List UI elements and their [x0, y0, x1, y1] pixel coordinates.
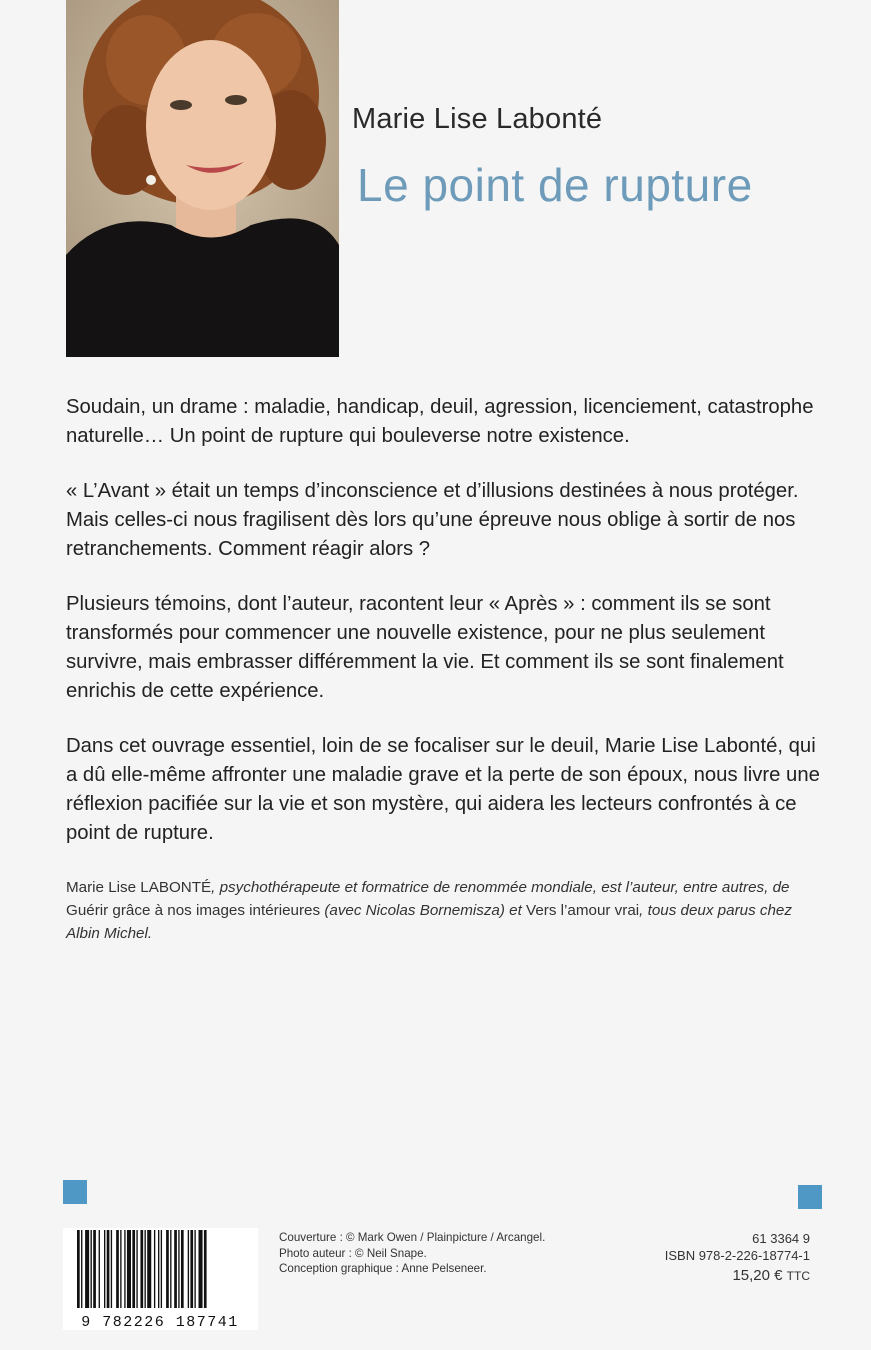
barcode-bar — [127, 1230, 131, 1308]
price-value: 15,20 € — [732, 1267, 783, 1284]
author-photo — [66, 0, 339, 357]
decorative-square-left — [63, 1180, 87, 1204]
barcode-bar — [170, 1230, 171, 1308]
bio-text-1: , psychothérapeute et formatrice de renommée mondiale, est l’auteur, entre autres, de — [211, 879, 790, 896]
barcode-digits: 9 782226 187741 — [81, 1314, 239, 1330]
barcode-bar — [140, 1230, 143, 1308]
credits — [279, 1230, 545, 1277]
blurb-paragraph-1: Soudain, un drame : maladie, handicap, deuil, agression, licenciement, catastrophe naturelle… Un point de rupture qui bouleverse notre existence. — [66, 396, 814, 447]
barcode-bar — [181, 1230, 184, 1308]
barcode-bar — [166, 1230, 169, 1308]
barcode-bar — [99, 1230, 100, 1308]
bio-book-1: Guérir grâce à nos images intérieures — [66, 902, 321, 919]
barcode-bar — [188, 1230, 189, 1308]
barcode-bar — [91, 1230, 92, 1308]
barcode-bar — [136, 1230, 137, 1308]
credit-cover: Couverture : © Mark Owen / Plainpicture / Arcangel. — [279, 1231, 546, 1244]
book-title: Le point de rupture — [357, 159, 753, 211]
bio-text-2: (avec Nicolas Bornemisza) et — [320, 902, 527, 919]
bio-book-2: Vers l’amour vrai — [526, 902, 640, 919]
barcode-bar — [124, 1230, 125, 1308]
barcode-bar — [147, 1230, 151, 1308]
barcode-bar — [107, 1230, 110, 1308]
barcode-bar — [145, 1230, 146, 1308]
barcode-bar — [158, 1230, 159, 1308]
author-bio — [66, 876, 826, 945]
barcode-bar — [199, 1230, 203, 1308]
barcode-bar — [85, 1230, 89, 1308]
barcode-bar — [154, 1230, 155, 1308]
barcode-bar — [161, 1230, 162, 1308]
barcode-bar — [116, 1230, 119, 1308]
reference-number: 61 3364 9 — [752, 1231, 810, 1246]
barcode-bar — [174, 1230, 177, 1308]
bio-text-3: , tous deux parus chez Albin Michel. — [66, 902, 792, 942]
author-name: Marie Lise Labonté — [352, 103, 603, 135]
blurb — [66, 393, 826, 874]
isbn: ISBN 978-2-226-18774-1 — [664, 1248, 810, 1263]
bio-author-name: Marie Lise LABONTÉ — [66, 879, 212, 896]
barcode — [63, 1228, 258, 1330]
credit-design: Conception graphique : Anne Pelseneer. — [279, 1262, 487, 1275]
barcode-bar — [104, 1230, 105, 1308]
blurb-paragraph-4: Dans cet ouvrage essentiel, loin de se focaliser sur le deuil, Marie Lise Labonté, qui a dû elle-même affronter une maladie grave et la perte de son époux, nous livre une réflexion pacifiée sur la vie et son mystère, qui aidera les lecteurs confrontés à ce point de rupture. — [66, 735, 820, 844]
price — [640, 1267, 810, 1285]
barcode-bar — [77, 1230, 80, 1308]
barcode-bar — [178, 1230, 179, 1308]
decorative-square-right — [798, 1185, 822, 1209]
barcode-bar — [81, 1230, 82, 1308]
blurb-paragraph-3: Plusieurs témoins, dont l’auteur, racontent leur « Après » : comment ils se sont transformés pour commencer une nouvelle existence, pour ne plus seulement survivre, mais embrasser différemment la vie. Et comment ils se sont finalement enrichis de cette expérience. — [66, 593, 784, 702]
barcode-bar — [194, 1230, 195, 1308]
blurb-paragraph-2: « L’Avant » était un temps d’inconscience et d’illusions destinées à nous protéger. Mais celles-ci nous fragilisent dès lors qu’une épreuve nous oblige à sortir de nos retranchements. Comment réagir alors ? — [66, 480, 799, 560]
credit-photo: Photo auteur : © Neil Snape. — [279, 1246, 427, 1260]
barcode-bar — [132, 1230, 135, 1308]
price-tax: TTC — [786, 1269, 810, 1283]
barcode-bar — [190, 1230, 193, 1308]
product-codes — [640, 1230, 810, 1285]
barcode-bar — [111, 1230, 112, 1308]
barcode-bar — [120, 1230, 121, 1308]
barcode-bar — [204, 1230, 207, 1308]
barcode-bar — [93, 1230, 96, 1308]
